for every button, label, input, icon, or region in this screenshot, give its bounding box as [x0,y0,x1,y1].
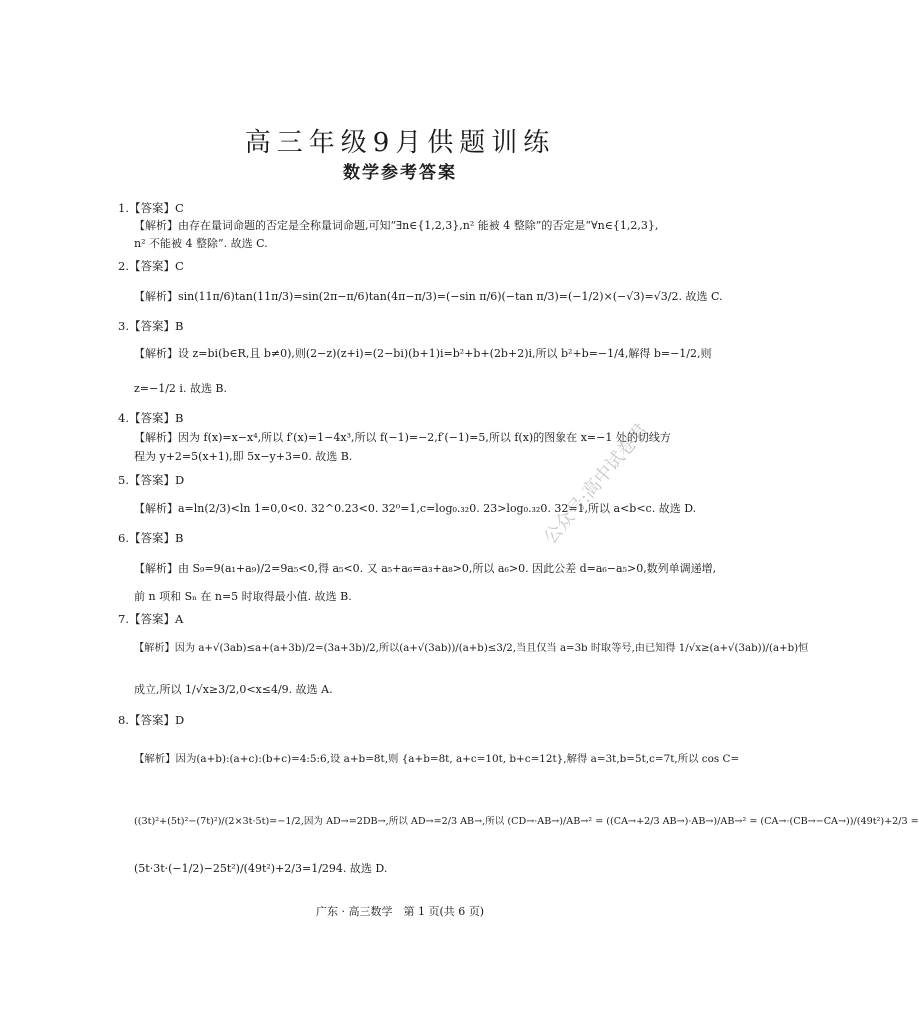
explain-4-line-2: 程为 y+2=5(x+1),即 5x−y+3=0. 故选 B. [134,450,353,463]
explain-8-line-3: (5t·3t·(−1/2)−25t²)/(49t²)+2/3=1/294. 故选 D. [134,862,388,875]
answer-7: 7.【答案】A [118,612,184,626]
explain-7-line-2: 成立,所以 1/√x≥3/2,0<x≤4/9. 故选 A. [134,683,333,696]
watermark: 公众号:高中试卷君 [539,419,653,549]
answer-2: 2.【答案】C [118,259,184,273]
explain-3-line-2: z=−1/2 i. 故选 B. [134,382,228,395]
explain-1-line-2: n² 不能被 4 整除”. 故选 C. [134,237,268,250]
explain-7-line-1: 【解析】因为 a+√(3ab)≤a+(a+3b)/2=(3a+3b)/2,所以(a+√(3ab))/(a+b)≤3/2,当且仅当 a=3b 时取等号,由已知得 1/√x≥(a+√(3ab))/(a+b)恒 [134,643,809,654]
answer-4: 4.【答案】B [118,411,184,425]
page-title: 高三年级9月供题训练 [244,128,556,158]
explain-2-line-1: 【解析】sin(11π/6)tan(11π/3)=sin(2π−π/6)tan(4π−π/3)=(−sin π/6)(−tan π/3)=(−1/2)×(−√3)=√3/2. 故选 C. [134,290,723,303]
answer-1: 1.【答案】C [118,201,184,215]
answer-3: 3.【答案】B [118,319,184,333]
explain-8-line-1: 【解析】因为(a+b):(a+c):(b+c)=4:5:6,设 a+b=8t,则 {a+b=8t, a+c=10t, b+c=12t},解得 a=3t,b=5t,c=7t,所以 cos C= [134,753,740,765]
page-subtitle: 数学参考答案 [343,163,457,183]
answer-5: 5.【答案】D [118,473,185,487]
explain-1-line-1: 【解析】由存在量词命题的否定是全称量词命题,可知“∃n∈{1,2,3},n² 能被 4 整除”的否定是“∀n∈{1,2,3}, [134,219,659,232]
explain-5-line-1: 【解析】a=ln(2/3)<ln 1=0,0<0. 32^0.23<0. 32⁰=1,c=log₀.₃₂0. 23>log₀.₃₂0. 32=1,所以 a<b<c. 故选 D. [134,502,697,515]
explain-3-line-1: 【解析】设 z=bi(b∈R,且 b≠0),则(2−z)(z+i)=(2−bi)(b+1)i=b²+b+(2b+2)i,所以 b²+b=−1/4,解得 b=−1/2,则 [134,347,712,360]
explain-6-line-1: 【解析】由 S₉=9(a₁+a₉)/2=9a₅<0,得 a₅<0. 又 a₅+a₆=a₃+a₈>0,所以 a₆>0. 因此公差 d=a₆−a₅>0,数列单调递增, [134,562,717,575]
answer-8: 8.【答案】D [118,713,185,727]
explain-4-line-1: 【解析】因为 f(x)=x−x⁴,所以 f′(x)=1−4x³,所以 f(−1)=−2,f′(−1)=5,所以 f(x)的图象在 x=−1 处的切线方 [134,431,671,444]
explain-8-line-2: ((3t)²+(5t)²−(7t)²)/(2×3t·5t)=−1/2,因为 AD→=2DB→,所以 AD→=2/3 AB→,所以 (CD→·AB→)/AB→² = ((CA→+2/3 AB→)·AB→)/AB→² = (CA→·(CB→−CA→))/(49t²)+2/3 = [134,816,919,827]
explain-6-line-2: 前 n 项和 Sₙ 在 n=5 时取得最小值. 故选 B. [134,590,352,603]
answer-6: 6.【答案】B [118,531,184,545]
page-footer: 广东 · 高三数学 第 1 页(共 6 页) [315,905,485,918]
